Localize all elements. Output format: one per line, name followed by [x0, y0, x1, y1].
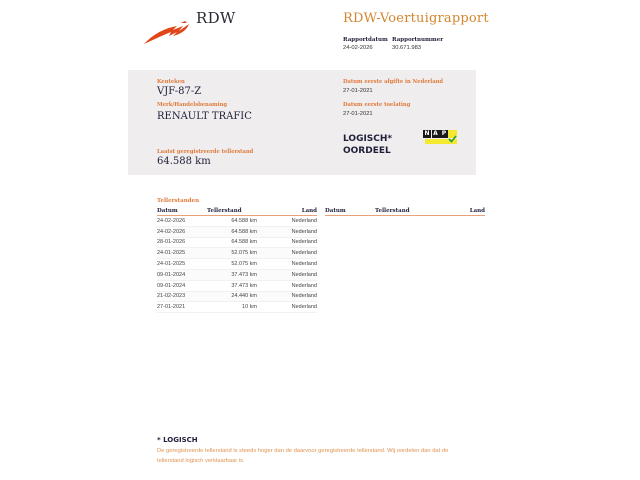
table-row	[157, 248, 317, 259]
col-datum: Datum	[157, 207, 205, 216]
cell-tellerstand: 52.075 km	[205, 248, 257, 259]
nap-letter-n: N	[424, 130, 430, 137]
afgifte-value: 27-01-2021	[343, 88, 373, 94]
tellerstanden-table-right	[325, 207, 485, 216]
cell-land: Nederland	[257, 259, 317, 270]
footnote-text: De geregistreerde tellerstand is steeds hoger dan de daarvoor geregistreerde tellerstand. Wij oordelen dan dat de tellerstand logisch verklaarbaar is.	[157, 448, 449, 464]
table-row	[157, 226, 317, 237]
verdict-line2: OORDEEL	[343, 146, 391, 156]
cell-tellerstand: 37.473 km	[205, 269, 257, 280]
cell-land: Nederland	[257, 302, 317, 313]
col-tellerstand: Tellerstand	[373, 207, 425, 216]
table-row	[157, 237, 317, 248]
table-header	[325, 207, 485, 216]
cell-land: Nederland	[257, 216, 317, 227]
table-row	[157, 216, 317, 227]
cell-tellerstand: 24.440 km	[205, 291, 257, 302]
cell-tellerstand: 52.075 km	[205, 259, 257, 270]
cell-land: Nederland	[257, 269, 317, 280]
verdict-line1: LOGISCH*	[343, 134, 393, 144]
brand-name: RDW	[196, 9, 236, 27]
col-datum: Datum	[325, 207, 373, 216]
cell-datum: 24-01-2025	[157, 259, 205, 270]
cell-datum: 24-02-2026	[157, 216, 205, 227]
merk-value: RENAULT TRAFIC	[157, 111, 252, 122]
merk-label: Merk/Handelsbenaming	[157, 102, 228, 108]
cell-datum: 24-01-2025	[157, 248, 205, 259]
nap-logo-icon	[423, 130, 457, 145]
nap-letter-p: P	[441, 130, 447, 137]
col-land: Land	[257, 207, 317, 216]
tellerstand-label: Laatst geregistreerde tellerstand	[157, 149, 254, 155]
cell-land: Nederland	[257, 280, 317, 291]
table-row	[157, 280, 317, 291]
cell-datum: 27-01-2021	[157, 302, 205, 313]
table-row	[157, 259, 317, 270]
cell-datum: 09-01-2024	[157, 280, 205, 291]
cell-datum: 28-01-2026	[157, 237, 205, 248]
verdict	[343, 133, 392, 157]
cell-tellerstand: 10 km	[205, 302, 257, 313]
checkmark-icon	[448, 130, 457, 138]
kenteken-label: Kenteken	[157, 79, 185, 85]
nap-letter-a: A	[433, 130, 438, 137]
cell-land: Nederland	[257, 237, 317, 248]
col-land: Land	[425, 207, 485, 216]
toelating-label: Datum eerste toelating	[343, 102, 411, 108]
cell-tellerstand: 64.588 km	[205, 216, 257, 227]
cell-land: Nederland	[257, 291, 317, 302]
table-row	[157, 302, 317, 313]
footnote-title: * LOGISCH	[157, 436, 198, 444]
tellerstand-value: 64.588 km	[157, 156, 211, 167]
cell-tellerstand: 64.588 km	[205, 237, 257, 248]
rapportnummer-value: 30.671.983	[392, 45, 422, 51]
cell-datum: 09-01-2024	[157, 269, 205, 280]
afgifte-label: Datum eerste afgifte in Nederland	[343, 79, 443, 85]
cell-tellerstand: 64.588 km	[205, 226, 257, 237]
cell-datum: 24-02-2026	[157, 226, 205, 237]
cell-land: Nederland	[257, 248, 317, 259]
table-row	[157, 269, 317, 280]
rapportdatum-label: Rapportdatum	[343, 37, 388, 43]
report-title: RDW-Voertuigrapport	[343, 11, 489, 26]
cell-land: Nederland	[257, 226, 317, 237]
rapportnummer-label: Rapportnummer	[392, 37, 444, 43]
col-tellerstand: Tellerstand	[205, 207, 257, 216]
tellerstanden-title: Tellerstanden	[157, 198, 200, 204]
rapportdatum-value: 24-02-2026	[343, 45, 373, 51]
tellerstanden-table-left	[157, 207, 317, 313]
cell-datum: 21-02-2023	[157, 291, 205, 302]
toelating-value: 27-01-2021	[343, 111, 373, 117]
kenteken-value: VJF-87-Z	[157, 86, 202, 97]
table-header	[157, 207, 317, 216]
cell-tellerstand: 37.473 km	[205, 280, 257, 291]
rdw-logo-icon	[143, 20, 191, 46]
table-row	[157, 291, 317, 302]
